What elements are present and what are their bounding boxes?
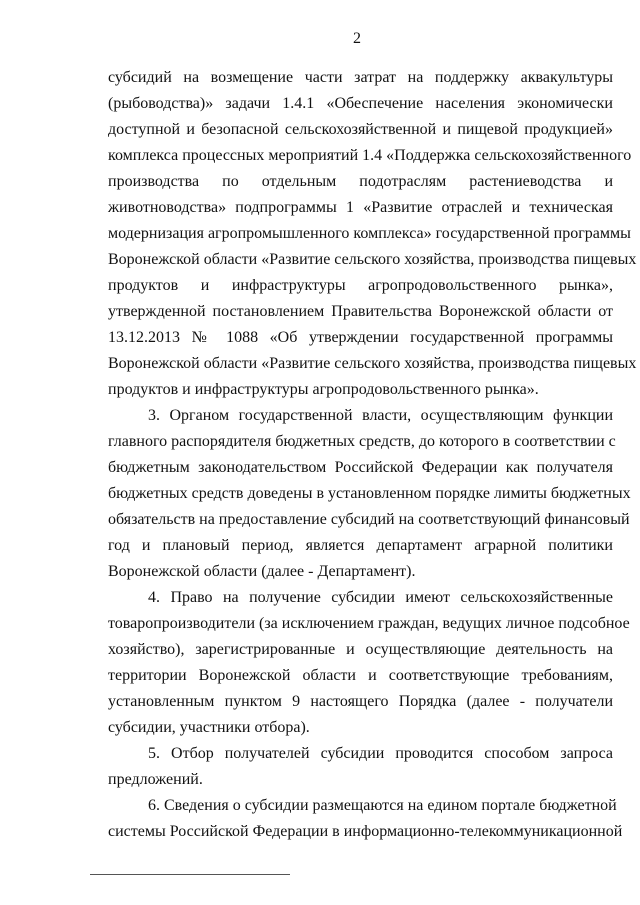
text-line: комплекса процессных мероприятий 1.4 «Поддержка сельскохозяйственного bbox=[108, 147, 632, 165]
paragraph bbox=[108, 741, 613, 793]
text-line: системы Российской Федерации в информационно-телекоммуникационной bbox=[108, 823, 623, 841]
text-line: бюджетным законодательством Российской Федерации как получателя bbox=[108, 459, 613, 477]
paragraph bbox=[108, 65, 637, 403]
document-body bbox=[108, 65, 637, 845]
text-line: модернизация агропромышленного комплекса» государственной программы bbox=[108, 225, 631, 243]
text-line: бюджетных средств доведены в установленном порядке лимиты бюджетных bbox=[108, 485, 631, 503]
text-line: товаропроизводители (за исключением граждан, ведущих личное подсобное bbox=[108, 615, 630, 633]
paragraph bbox=[108, 793, 623, 845]
text-line: 13.12.2013 № 1088 «Об утверждении государственной программы bbox=[108, 329, 613, 347]
text-line: субсидии, участники отбора). bbox=[108, 719, 310, 737]
text-line: Воронежской области «Развитие сельского хозяйства, производства пищевых bbox=[108, 251, 637, 269]
text-line: 5. Отбор получателей субсидии проводится способом запроса bbox=[148, 745, 613, 763]
text-line: животноводства» подпрограммы 1 «Развитие отраслей и техническая bbox=[108, 199, 613, 217]
footer-divider bbox=[90, 874, 290, 875]
text-line: Воронежской области (далее - Департамент). bbox=[108, 563, 416, 581]
text-line: обязательств на предоставление субсидий на соответствующий финансовый bbox=[108, 511, 630, 529]
text-line: хозяйство), зарегистрированные и осуществляющие деятельность на bbox=[108, 641, 613, 659]
text-line: Воронежской области «Развитие сельского хозяйства, производства пищевых bbox=[108, 355, 637, 373]
paragraph bbox=[108, 585, 630, 741]
text-line: 3. Органом государственной власти, осуществляющим функции bbox=[148, 407, 613, 425]
text-line: год и плановый период, является департамент аграрной политики bbox=[108, 537, 613, 555]
text-line: территории Воронежской области и соответствующие требованиям, bbox=[108, 667, 613, 685]
text-line: главного распорядителя бюджетных средств, до которого в соответствии с bbox=[108, 433, 616, 451]
text-line: предложений. bbox=[108, 771, 203, 789]
paragraph bbox=[108, 403, 631, 585]
text-line: (рыбоводства)» задачи 1.4.1 «Обеспечение населения экономически bbox=[108, 95, 613, 113]
text-line: доступной и безопасной сельскохозяйственной и пищевой продукцией» bbox=[108, 121, 613, 139]
text-line: 4. Право на получение субсидии имеют сельскохозяйственные bbox=[148, 589, 613, 607]
text-line: 6. Сведения о субсидии размещаются на едином портале бюджетной bbox=[148, 797, 617, 815]
text-line: установленным пунктом 9 настоящего Порядка (далее - получатели bbox=[108, 693, 613, 711]
text-line: производства по отдельным подотраслям растениеводства и bbox=[108, 173, 613, 191]
text-line: субсидий на возмещение части затрат на поддержку аквакультуры bbox=[108, 69, 613, 86]
page-number: 2 bbox=[353, 30, 361, 47]
text-line: утвержденной постановлением Правительства Воронежской области от bbox=[108, 303, 613, 321]
text-line: продуктов и инфраструктуры агропродовольственного рынка». bbox=[108, 381, 539, 399]
text-line: продуктов и инфраструктуры агропродовольственного рынка», bbox=[108, 277, 613, 295]
